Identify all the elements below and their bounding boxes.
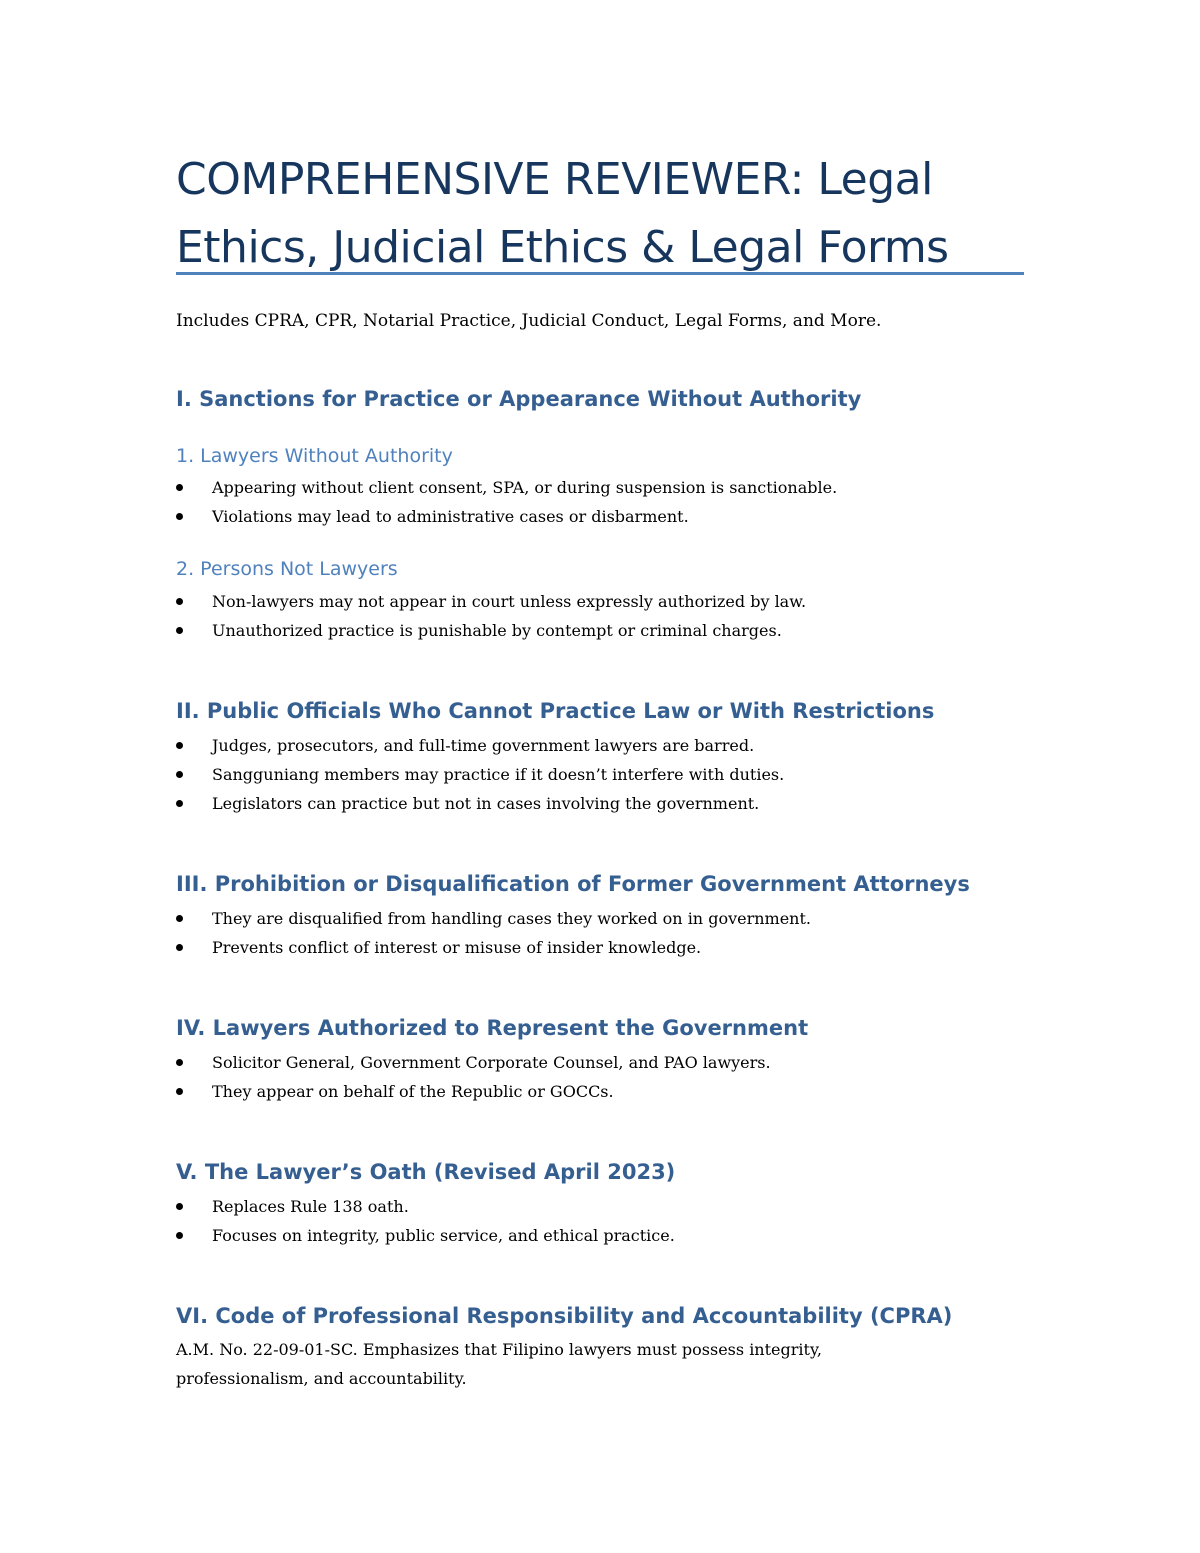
document-page (176, 0, 1024, 1553)
bullet-list-4 (176, 1048, 1024, 1106)
list-item: Replaces Rule 138 oath. (176, 1192, 1024, 1221)
subsection-heading-1-2: 2. Persons Not Lawyers (176, 558, 398, 580)
bullet-icon (176, 800, 183, 807)
bullet-list-2 (176, 731, 1024, 818)
section-heading-4: IV. Lawyers Authorized to Represent the Government (176, 1016, 809, 1040)
list-item: They appear on behalf of the Republic or GOCCs. (176, 1077, 1024, 1106)
bullet-icon (176, 742, 183, 749)
bullet-icon (176, 1203, 183, 1210)
subsection-heading-1-1: 1. Lawyers Without Authority (176, 445, 453, 467)
document-subtitle: Includes CPRA, CPR, Notarial Practice, Judicial Conduct, Legal Forms, and More. (176, 311, 882, 331)
section-heading-6: VI. Code of Professional Responsibility and Accountability (CPRA) (176, 1304, 953, 1328)
section-heading-2: II. Public Officials Who Cannot Practice Law or With Restrictions (176, 699, 935, 723)
section-paragraph-6: A.M. No. 22-09-01-SC. Emphasizes that Filipino lawyers must possess integrity, professionalism, and accountability. (176, 1340, 822, 1388)
list-item: They are disqualified from handling cases they worked on in government. (176, 904, 1024, 933)
bullet-list-5 (176, 1192, 1024, 1250)
section-heading-1: I. Sanctions for Practice or Appearance Without Authority (176, 387, 862, 411)
list-item: Prevents conflict of interest or misuse of insider knowledge. (176, 933, 1024, 962)
list-item: Unauthorized practice is punishable by contempt or criminal charges. (176, 616, 1024, 645)
document-title: COMPREHENSIVE REVIEWER: Legal Ethics, Judicial Ethics & Legal Forms (176, 154, 949, 273)
bullet-icon (176, 598, 183, 605)
section-heading-3: III. Prohibition or Disqualification of Former Government Attorneys (176, 872, 970, 896)
section-heading-5: V. The Lawyer’s Oath (Revised April 2023) (176, 1160, 676, 1184)
list-item: Solicitor General, Government Corporate Counsel, and PAO lawyers. (176, 1048, 1024, 1077)
bullet-list-1-1 (176, 473, 1024, 531)
bullet-icon (176, 1088, 183, 1095)
bullet-icon (176, 513, 183, 520)
bullet-icon (176, 627, 183, 634)
list-item: Judges, prosecutors, and full-time government lawyers are barred. (176, 731, 1024, 760)
bullet-icon (176, 1059, 183, 1066)
bullet-icon (176, 771, 183, 778)
bullet-icon (176, 1232, 183, 1239)
bullet-list-3 (176, 904, 1024, 962)
list-item: Appearing without client consent, SPA, or during suspension is sanctionable. (176, 473, 1024, 502)
list-item: Sangguniang members may practice if it doesn’t interfere with duties. (176, 760, 1024, 789)
bullet-icon (176, 915, 183, 922)
list-item: Violations may lead to administrative cases or disbarment. (176, 502, 1024, 531)
bullet-icon (176, 944, 183, 951)
list-item: Legislators can practice but not in cases involving the government. (176, 789, 1024, 818)
title-underline (176, 272, 1024, 275)
bullet-icon (176, 484, 183, 491)
list-item: Focuses on integrity, public service, and ethical practice. (176, 1221, 1024, 1250)
list-item: Non-lawyers may not appear in court unless expressly authorized by law. (176, 587, 1024, 616)
bullet-list-1-2 (176, 587, 1024, 645)
